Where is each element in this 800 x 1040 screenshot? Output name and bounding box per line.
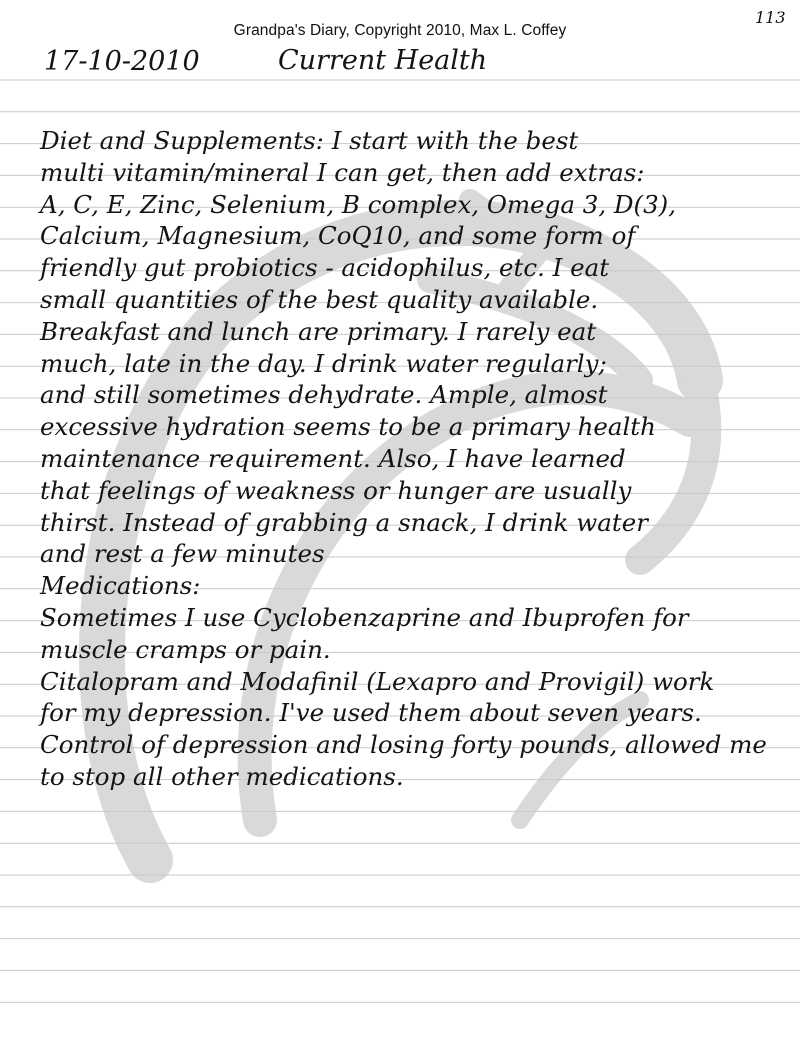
diary-line: much, late in the day. I drink water regularly; [40,348,607,378]
diary-line: and rest a few minutes [40,539,325,569]
diary-line: Citalopram and Modafinil (Lexapro and Provigil) work [40,666,715,696]
diary-line: Medications: [40,571,201,601]
diary-line: to stop all other medications. [40,762,404,791]
diary-line: for my depression. I've used them about seven years. [40,698,702,728]
diary-line: Calcium, Magnesium, CoQ10, and some form of [40,221,636,251]
diary-line: maintenance requirement. Also, I have learned [40,444,626,473]
entry-date: 17-10-2010 [44,46,200,77]
diary-line: that feelings of weakness or hunger are usually [40,475,632,505]
diary-line: multi vitamin/mineral I can get, then add extras: [40,157,645,187]
entry-title: Current Health [278,45,488,76]
copyright-header: Grandpa's Diary, Copyright 2010, Max L. Coffey [233,22,567,39]
diary-line: thirst. Instead of grabbing a snack, I drink water [40,507,648,537]
diary-line: excessive hydration seems to be a primary health [40,412,656,442]
diary-line: Diet and Supplements: I start with the best [40,126,579,155]
diary-line: Sometimes I use Cyclobenzaprine and Ibuprofen for [40,603,689,632]
diary-line: and still sometimes dehydrate. Ample, almost [40,380,608,410]
diary-line: A, C, E, Zinc, Selenium, B complex, Omega 3, D(3), [40,189,677,219]
diary-line: Breakfast and lunch are primary. I rarely eat [40,316,597,346]
diary-line: muscle cramps or pain. [40,634,331,664]
diary-line: Control of depression and losing forty pounds, allowed me [40,730,767,760]
diary-line: small quantities of the best quality available. [40,285,599,314]
page-number: 113 [755,8,786,27]
diary-line: friendly gut probiotics - acidophilus, etc. I eat [40,253,610,283]
